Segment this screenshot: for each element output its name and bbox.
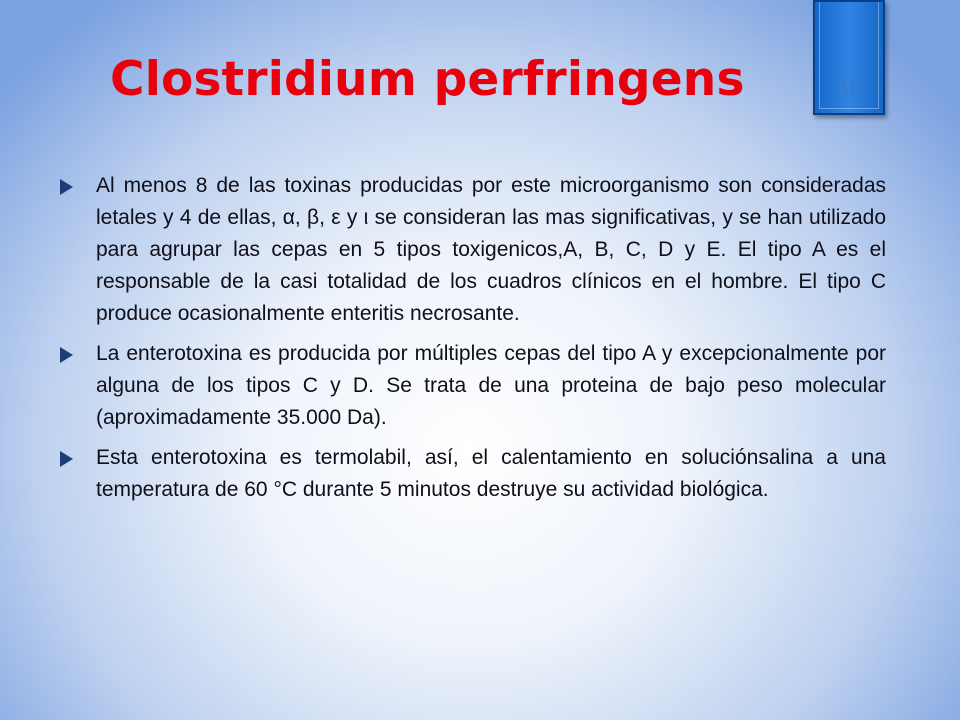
bullet-item bbox=[60, 442, 886, 506]
triangle-right-icon bbox=[60, 347, 73, 363]
slide-title: Clostridium perfringens bbox=[110, 52, 745, 107]
bullet-text: Al menos 8 de las toxinas producidas por este microorganismo son consideradas letales y 4 de ellas, α, β, ε y ι se consideran las mas significativas, y se han utilizado para agrupar las cepas en 5 tipos toxigenicos,A, B, C, D y E. El tipo A es el responsable de la casi totalidad de los cuadros clínicos en el hombre. El tipo C produce ocasionalmente enteritis necrosante. bbox=[96, 174, 886, 325]
slide-number-box bbox=[813, 0, 885, 115]
bullet-list bbox=[60, 170, 886, 514]
bullet-item bbox=[60, 170, 886, 330]
bullet-item bbox=[60, 338, 886, 434]
bullet-text: La enterotoxina es producida por múltiples cepas del tipo A y excepcionalmente por alguna de los tipos C y D. Se trata de una proteina de bajo peso molecular (aproximadamente 35.000 Da). bbox=[96, 342, 886, 429]
slide-number: 36 bbox=[834, 70, 864, 103]
bullet-text: Esta enterotoxina es termolabil, así, el calentamiento en soluciónsalina a una temperatura de 60 °C durante 5 minutos destruye su actividad biológica. bbox=[96, 446, 886, 501]
triangle-right-icon bbox=[60, 179, 73, 195]
triangle-right-icon bbox=[60, 451, 73, 467]
